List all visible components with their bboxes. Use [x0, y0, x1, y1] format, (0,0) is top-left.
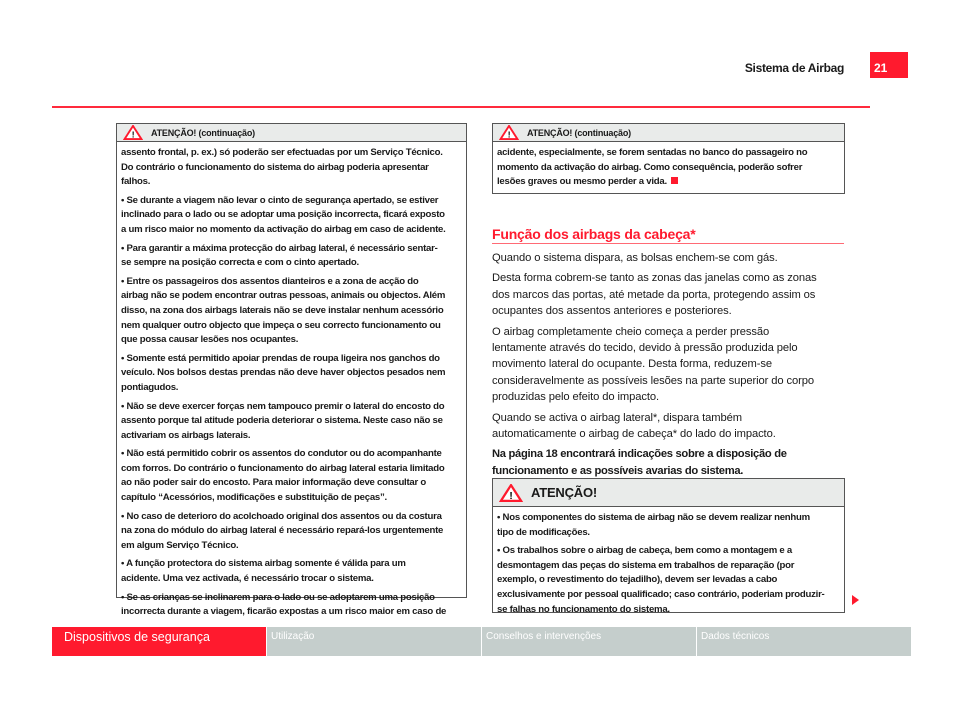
- tab-dados-tecnicos[interactable]: Dados técnicos: [697, 627, 911, 656]
- end-of-section-marker-icon: [671, 177, 678, 184]
- text-line: falhos.: [121, 176, 151, 188]
- text-line: a um risco maior no momento da activação do airbag em caso de acidente.: [121, 223, 446, 235]
- page-number: 21: [870, 52, 908, 78]
- text-line: se falhas no funcionamento do sistema.: [497, 603, 670, 615]
- text-line: assento frontal, p. ex.) só poderão ser efectuadas por um Serviço Técnico.: [121, 147, 443, 158]
- paragraph: [492, 270, 852, 319]
- running-header-title: Sistema de Airbag: [744, 61, 844, 75]
- paragraph: [492, 324, 852, 406]
- paragraph: [121, 400, 461, 444]
- section-heading: Função dos airbags da cabeça*: [492, 226, 696, 242]
- text-line: acidente, especialmente, se forem sentadas no banco do passageiro no: [497, 147, 808, 158]
- paragraph: [121, 510, 461, 554]
- text-line: nem qualquer outro objecto que impeça o seu correcto funcionamento ou: [121, 319, 441, 331]
- text-line: automaticamente o airbag de cabeça* do lado do impacto.: [492, 428, 776, 441]
- text-line: desmontagem das peças do sistema em trabalhos de reparação (por: [497, 559, 795, 571]
- text-line: funcionamento e as possíveis avarias do sistema.: [492, 464, 744, 477]
- text-line: disso, na zona dos airbags laterais não se deve instalar nenhum acessório: [121, 304, 444, 316]
- text-line: • Os trabalhos sobre o airbag de cabeça, bem como a montagem e a: [497, 545, 792, 557]
- warning-title: ATENÇÃO!: [531, 485, 598, 500]
- text-line: inclinado para o lado ou se adoptar uma posição incorrecta, ficará exposto: [121, 209, 445, 221]
- text-line: movimento lateral do ocupante. Desta forma, reduzem-se: [492, 358, 773, 371]
- text-line: veículo. Nos bolsos destas prendas não deve haver objectos pesados nem: [121, 367, 446, 379]
- text-line: incorrecta durante a viagem, ficarão expostas a um risco maior em caso de: [121, 606, 447, 618]
- paragraph: [121, 557, 461, 586]
- paragraph: [121, 194, 461, 238]
- paragraph: [497, 146, 839, 190]
- tab-dispositivos-de-seguranca[interactable]: Dispositivos de segurança: [52, 627, 266, 656]
- warning-header: [493, 124, 844, 142]
- svg-text:!: !: [507, 129, 511, 140]
- box-text: [493, 507, 844, 617]
- text-line: com forros. Do contrário o funcionamento do airbag lateral estaria limitado: [121, 462, 445, 474]
- header-rule: [52, 106, 870, 108]
- warning-box-attention: [492, 478, 845, 613]
- text-line: dos marcos das portas, até metade da porta, protegendo assim os: [492, 288, 816, 301]
- text-line: • Somente está permitido apoiar prendas de roupa ligeira nos ganchos do: [121, 352, 440, 364]
- text-line: produzidas pelo efeito do impacto.: [492, 391, 660, 404]
- text-line: capítulo “Acessórios, modificações e substituição de peças”.: [121, 492, 387, 504]
- text-line: O airbag completamente cheio começa a perder pressão: [492, 325, 770, 338]
- bold-paragraph: [492, 446, 852, 479]
- warning-triangle-icon: [499, 125, 519, 140]
- svg-text:!: !: [509, 490, 513, 502]
- text-line: lesões graves ou mesmo perder a vida.: [497, 175, 839, 190]
- tab-conselhos-e-intervencoes[interactable]: Conselhos e intervenções: [482, 627, 696, 656]
- svg-text:!: !: [131, 129, 135, 140]
- box-text: [492, 250, 852, 442]
- paragraph: [121, 352, 461, 396]
- section-body: [492, 250, 852, 483]
- text-line: acidente. Uma vez activada, é necessário trocar o sistema.: [121, 573, 374, 585]
- text-line: • Se durante a viagem não levar o cinto de segurança apertado, se estiver: [121, 194, 439, 206]
- paragraph: [497, 511, 839, 540]
- text-line: que possa causar lesões nos ocupantes.: [121, 334, 299, 346]
- reference-note: [492, 446, 852, 479]
- continue-arrow-icon: [852, 595, 859, 605]
- paragraph: [121, 275, 461, 348]
- text-line: • No caso de deterioro do acolchoado original dos assentos ou da costura: [121, 510, 442, 522]
- paragraph: [497, 544, 839, 617]
- text-line: lentamente através do tecido, devido à pressão produzida pelo: [492, 342, 798, 355]
- text-line: consideravelmente as possíveis lesões na parte superior do corpo: [492, 374, 814, 387]
- warning-header: [493, 479, 844, 507]
- text-line: Desta forma cobrem-se tanto as zonas das janelas como as zonas: [492, 272, 817, 285]
- text-line: Na página 18 encontrará indicações sobre a disposição de: [492, 448, 787, 461]
- text-line: airbag não se podem encontrar outras pessoas, animais ou objectos. Além: [121, 290, 446, 302]
- text-line: Do contrário o funcionamento do sistema do airbag poderia apresentar: [121, 161, 429, 173]
- text-line: ocupantes dos assentos anteriores e posteriores.: [492, 305, 732, 318]
- text-line: exclusivamente por pessoal qualificado; caso contrário, poderiam produzir-: [497, 588, 825, 600]
- chapter-tabs: [52, 627, 912, 656]
- text-line: • Se as crianças se inclinarem para o lado ou se adoptarem uma posição: [121, 591, 435, 603]
- text-line: assento porque tal atitude poderia deteriorar o sistema. Neste caso não se: [121, 415, 443, 427]
- warning-box-right: [492, 123, 845, 194]
- text-line: pontiagudos.: [121, 381, 179, 393]
- warning-triangle-icon: [499, 484, 523, 502]
- tab-utilizacao[interactable]: Utilização: [267, 627, 481, 656]
- text-line: • A função protectora do sistema airbag somente é válida para um: [121, 558, 406, 570]
- text-line: activariam os airbags laterais.: [121, 429, 251, 441]
- text-line: momento da activação do airbag. Como consequência, poderão sofrer: [497, 161, 803, 173]
- text-line: • Entre os passageiros dos assentos dianteiros e a zona de acção do: [121, 275, 419, 287]
- box-text: [117, 142, 466, 620]
- text-line: • Não se deve exercer forças nem tampouco premir o lateral do encosto do: [121, 400, 445, 412]
- text-line: em algum Serviço Técnico.: [121, 539, 239, 551]
- paragraph: [492, 250, 852, 266]
- heading-rule: [492, 243, 844, 244]
- text-line: • Não está permitido cobrir os assentos do condutor ou do acompanhante: [121, 448, 442, 460]
- text-line: se sempre na posição correcta e com o cinto apertado.: [121, 257, 359, 269]
- text-line: exemplo, o revestimento do tejadilho), devem ser levadas a cabo: [497, 574, 778, 586]
- paragraph: [121, 591, 461, 620]
- warning-title: ATENÇÃO! (continuação): [151, 127, 255, 138]
- warning-box-left: [116, 123, 467, 618]
- text-line: tipo de modificações.: [497, 526, 590, 538]
- text-line: • Nos componentes do sistema de airbag não se devem realizar nenhum: [497, 512, 810, 523]
- paragraph: [492, 410, 852, 443]
- text-line: Quando o sistema dispara, as bolsas enchem-se com gás.: [492, 252, 778, 264]
- text-line: Quando se activa o airbag lateral*, dispara também: [492, 411, 742, 424]
- paragraph: [121, 242, 461, 271]
- box-text: [493, 142, 844, 190]
- paragraph: [121, 146, 461, 190]
- warning-title: ATENÇÃO! (continuação): [527, 127, 631, 138]
- warning-header: [117, 124, 466, 142]
- text-line: na zona do módulo do airbag lateral é necessário repará-los urgentemente: [121, 525, 444, 537]
- warning-triangle-icon: [123, 125, 143, 140]
- text-line: • Para garantir a máxima protecção do airbag lateral, é necessário sentar-: [121, 242, 438, 254]
- text-line: ao não poder sair do encosto. Para maior informação deve consultar o: [121, 477, 427, 489]
- paragraph: [121, 447, 461, 505]
